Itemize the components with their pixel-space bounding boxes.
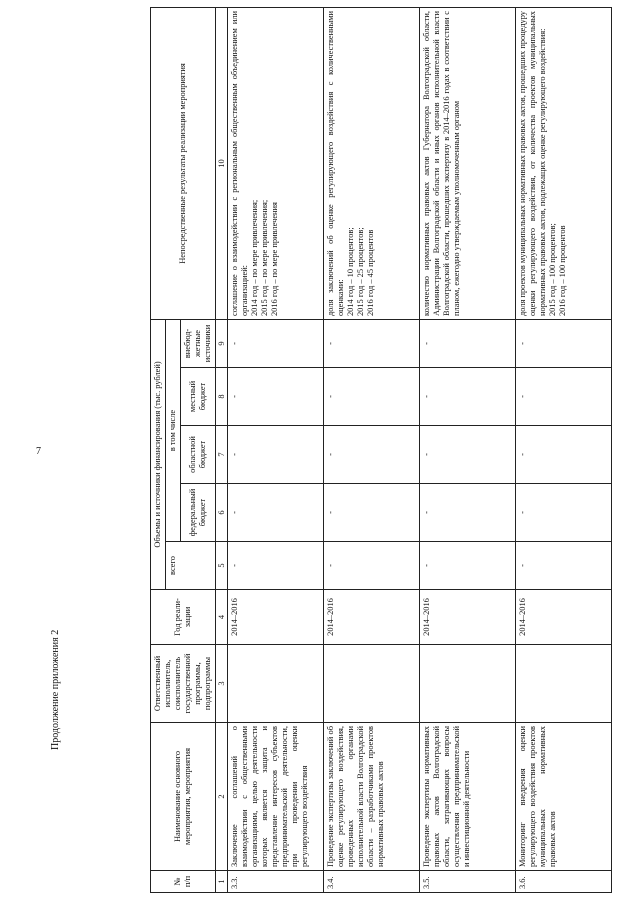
- table-row: [324, 8, 420, 893]
- row-regional: -: [420, 426, 516, 484]
- row-total: -: [420, 542, 516, 590]
- row-name: Мониторинг внедрения оценки регулирующего воздействия проектов муниципальных нормативных правовых актов: [516, 723, 612, 871]
- row-local: -: [420, 368, 516, 426]
- row-result: доля проектов муниципальных нормативных правовых актов, прошедших процедуру оценки регулирующего воздействия, от количества проектов муниципальных нормативных правовых актов, подлежащих оценке регулирующего воздействия: 2015 год – 100 процентов; 2016 год – 100 процентов: [516, 8, 612, 320]
- row-regional: -: [324, 426, 420, 484]
- column-number: 3: [215, 645, 228, 723]
- appendix-label: Продолжение приложения 2: [50, 629, 61, 750]
- header-num: № п/п: [151, 871, 216, 893]
- row-offbudget: -: [324, 320, 420, 368]
- row-num: 3.3.: [228, 871, 324, 893]
- column-number: 5: [215, 542, 228, 590]
- header-year: Год реали- зации: [151, 590, 216, 645]
- row-federal: -: [420, 484, 516, 542]
- row-local: -: [228, 368, 324, 426]
- header-local: местный бюджет: [180, 368, 215, 426]
- row-num: 3.6.: [516, 871, 612, 893]
- header-results: Непосредственные результаты реализации мероприятия: [151, 8, 216, 320]
- column-number: 9: [215, 320, 228, 368]
- header-finance-group: Объемы и источники финансирования (тыс. рублей): [151, 320, 166, 590]
- row-executor: [516, 645, 612, 723]
- column-number: 6: [215, 484, 228, 542]
- row-executor: [420, 645, 516, 723]
- row-federal: -: [228, 484, 324, 542]
- header-executor: Ответственный исполнитель, соисполнитель государственной программы, подпрограммы: [151, 645, 216, 723]
- row-local: -: [516, 368, 612, 426]
- column-number-row: [215, 8, 228, 893]
- row-name: Проведение экспертизы заключений об оценке регулирующего воздействия, проведенных органами исполнительной власти Волгоградской области – разработчиками проектов нормативных правовых актов: [324, 723, 420, 871]
- row-regional: -: [516, 426, 612, 484]
- row-executor: [324, 645, 420, 723]
- row-federal: -: [516, 484, 612, 542]
- header-regional: областной бюджет: [180, 426, 215, 484]
- column-number: 1: [215, 871, 228, 893]
- row-result: доля заключений об оценке регулирующего воздействия с количественными оценками: 2014 год – 10 процентов; 2015 год – 25 процентов; 2016 год – 45 процентов: [324, 8, 420, 320]
- header-offbudget: внебюд- жетные источники: [180, 320, 215, 368]
- row-total: -: [324, 542, 420, 590]
- rotated-table-area: [150, 8, 625, 893]
- header-name: Наименование основного мероприятия, мероприятия: [151, 723, 216, 871]
- row-local: -: [324, 368, 420, 426]
- row-total: -: [516, 542, 612, 590]
- row-year: 2014–2016: [324, 590, 420, 645]
- row-num: 3.4.: [324, 871, 420, 893]
- table-row: [228, 8, 324, 893]
- row-year: 2014–2016: [420, 590, 516, 645]
- row-year: 2014–2016: [228, 590, 324, 645]
- page-number: 7: [36, 446, 41, 457]
- row-offbudget: -: [516, 320, 612, 368]
- row-year: 2014–2016: [516, 590, 612, 645]
- column-number: 4: [215, 590, 228, 645]
- row-regional: -: [228, 426, 324, 484]
- program-table: [150, 7, 612, 893]
- row-result: количество нормативных правовых актов Губернатора Волгоградской области, Администрации Волгоградской области и иных органов исполнительной власти Волгоградской области, прошедших экспертизу в 2014–2016 годах в соответствии с планом, ежегодно утверждаемым уполномоченным органом: [420, 8, 516, 320]
- column-number: 8: [215, 368, 228, 426]
- row-federal: -: [324, 484, 420, 542]
- row-name: Заключение соглашений о взаимодействии с общественными организациями, целью деятельности которых является защита и представление интересов субъектов предпринимательской деятельности, при проведении оценки регулирующего воздействия: [228, 723, 324, 871]
- row-offbudget: -: [228, 320, 324, 368]
- row-offbudget: -: [420, 320, 516, 368]
- row-total: -: [228, 542, 324, 590]
- header-including: в том числе: [165, 320, 180, 542]
- column-number: 2: [215, 723, 228, 871]
- row-executor: [228, 645, 324, 723]
- table-row: [516, 8, 612, 893]
- column-number: 10: [215, 8, 228, 320]
- row-name: Проведение экспертизы нормативных правовых актов Волгоградской области, затрагивающих вопросы осуществления предпринимательской и инвестиционной деятельности: [420, 723, 516, 871]
- row-num: 3.5.: [420, 871, 516, 893]
- header-federal: федеральный бюджет: [180, 484, 215, 542]
- header-total: всего: [165, 542, 215, 590]
- table-row: [420, 8, 516, 893]
- row-result: соглашение о взаимодействии с региональным общественным объединением или организацией: 2014 год – по мере привлечения; 2015 год – по мере привлечения; 2016 год – по мере привлечения: [228, 8, 324, 320]
- column-number: 7: [215, 426, 228, 484]
